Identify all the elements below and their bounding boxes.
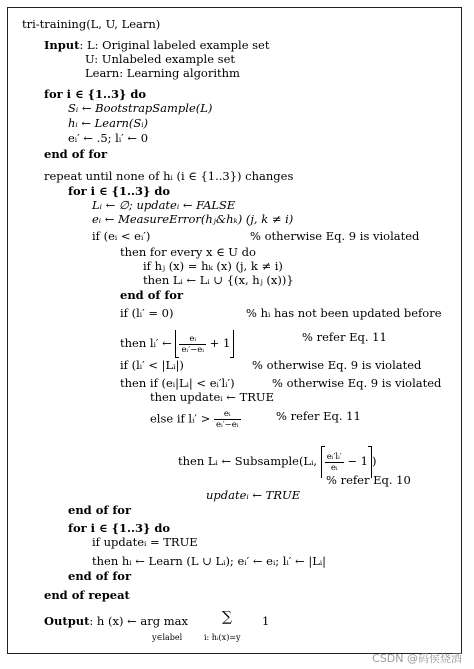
refer-eq11-a: % refer Eq. 11 <box>302 330 387 344</box>
if-l-lt-line: if (lᵢ′ < |Lᵢ|) <box>120 358 184 372</box>
bootstrap-line: Sᵢ ← BootstrapSample(L) <box>68 101 213 115</box>
if-update-line: if updateᵢ = TRUE <box>92 535 198 549</box>
if-l-lt-comment: % otherwise Eq. 9 is violated <box>252 358 422 372</box>
input-label: Input <box>44 38 80 52</box>
watermark: CSDN @码侯烧酒 <box>372 652 462 665</box>
then-update-line: then updateᵢ ← TRUE <box>150 390 274 404</box>
floor-right <box>230 330 234 358</box>
if-l-zero-line: if (lᵢ′ = 0) <box>120 306 174 320</box>
measure-error-line: eᵢ ← MeasureError(hⱼ&hₖ) (j, k ≠ i) <box>92 212 294 226</box>
minus-one: − 1 <box>347 454 368 468</box>
argmax-subscript: y∈label <box>152 633 183 642</box>
output-label: Output <box>44 614 90 628</box>
fraction-1-num: eᵢ <box>179 334 206 345</box>
if-agree-line: if hⱼ (x) = hₖ (x) (j, k ≠ i) <box>143 259 283 273</box>
end-for-4: end of for <box>68 569 132 583</box>
algorithm-title: tri-training(L, U, Learn) <box>22 17 161 31</box>
plus-one: + 1 <box>209 336 231 350</box>
sum-symbol: ∑ <box>222 609 232 625</box>
input-line-L <box>44 38 270 53</box>
refer-eq10: % refer Eq. 10 <box>326 473 411 487</box>
refer-eq11-b: % refer Eq. 11 <box>276 409 361 423</box>
then-l-line <box>120 330 234 358</box>
end-for-3: end of for <box>68 503 132 517</box>
init-line: eᵢ′ ← .5; lᵢ′ ← 0 <box>68 131 149 145</box>
output-line <box>44 614 188 629</box>
fraction-3-den: eᵢ <box>330 462 338 473</box>
if-error-line: if (eᵢ < eᵢ′) <box>92 229 151 243</box>
if-error-comment: % otherwise Eq. 9 is violated <box>250 229 420 243</box>
fraction-3-num: eᵢ′lᵢ′ <box>326 451 342 462</box>
end-for-2: end of for <box>120 288 184 302</box>
then-l-prefix: then lᵢ′ ← <box>120 336 172 350</box>
subsample-prefix: then Lᵢ ← Subsample(Lᵢ, <box>178 454 318 468</box>
end-repeat: end of repeat <box>44 588 130 602</box>
fraction-2-den: eᵢ′−eᵢ <box>216 420 239 430</box>
sum-subscript: i: hᵢ(x)=y <box>204 633 241 642</box>
input-line-Learn: Learn: Learning algorithm <box>85 66 240 80</box>
subsample-close: ) <box>372 454 377 468</box>
fraction-3 <box>325 452 344 473</box>
then-if-comment: % otherwise Eq. 9 is violated <box>272 376 442 390</box>
if-l-zero-comment: % hᵢ has not been updated before <box>246 306 442 320</box>
else-if-line <box>150 409 241 430</box>
repeat-line: repeat until none of hᵢ (i ∈ {1..3}) changes <box>44 169 294 183</box>
for-loop-3: for i ∈ {1..3} do <box>68 521 171 535</box>
learn-line: hᵢ ← Learn(Sᵢ) <box>68 116 149 130</box>
reset-line: Lᵢ ← ∅; updateᵢ ← FALSE <box>92 198 236 212</box>
fraction-1 <box>179 334 206 355</box>
else-if-prefix: else if lᵢ′ > <box>150 411 211 426</box>
output-expr: : h (x) ← arg max <box>89 614 189 628</box>
fraction-2 <box>214 409 241 430</box>
update-true-line: updateᵢ ← TRUE <box>206 488 301 502</box>
then-for-every-line: then for every x ∈ U do <box>120 245 256 259</box>
then-relearn-line: then hᵢ ← Learn (L ∪ Lᵢ); eᵢ′ ← eᵢ; lᵢ′ ← |Lᵢ| <box>92 554 327 568</box>
input-line-U: U: Unlabeled example set <box>85 52 235 66</box>
then-if-line: then if (eᵢ|Lᵢ| < eᵢ′lᵢ′) <box>120 376 235 390</box>
for-loop-1: for i ∈ {1..3} do <box>44 87 147 101</box>
fraction-1-den: eᵢ′−eᵢ <box>181 344 204 355</box>
end-for-1: end of for <box>44 147 108 161</box>
then-add-line: then Lᵢ ← Lᵢ ∪ {(x, hⱼ (x))} <box>143 273 294 287</box>
fraction-2-num: eᵢ <box>214 409 241 420</box>
for-loop-2: for i ∈ {1..3} do <box>68 184 171 198</box>
input-L-text: : L: Original labeled example set <box>79 38 270 52</box>
sum-term: 1 <box>262 614 270 628</box>
